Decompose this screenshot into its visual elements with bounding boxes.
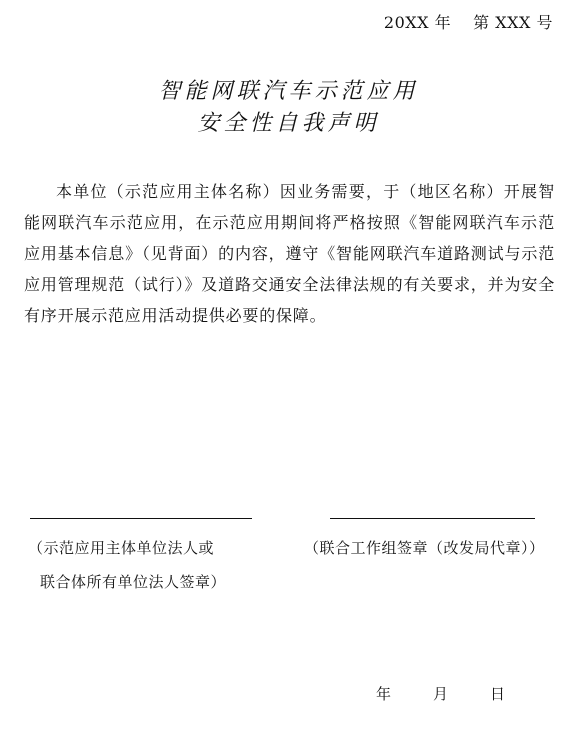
document-year: 20XX 年 (383, 13, 452, 32)
document-title (0, 76, 577, 140)
date-day: 日 (490, 685, 506, 703)
date-month: 月 (433, 685, 449, 703)
date-year: 年 (376, 685, 392, 703)
right-signature-line (330, 518, 535, 519)
declaration-paragraph: 本单位（示范应用主体名称）因业务需要，于（地区名称）开展智能网联汽车示范应用，在示范应用期间将严格按照《智能网联汽车示范应用基本信息》（见背面）的内容，遵守《智能网联汽车道路测试与示范应用管理规范（试行）》及道路交通安全法律法规的有关要求，并为安全有序开展示范应用活动提供必要的保障。 (24, 182, 555, 325)
document-serial: 第 XXX 号 (473, 13, 553, 32)
right-signature-label: （联合工作组签章（改发局代章）） (304, 539, 545, 557)
signature-date (376, 683, 505, 704)
left-signature-label-2: 联合体所有单位法人签章） (40, 573, 227, 591)
document-number (384, 10, 553, 33)
left-signature-line (30, 518, 252, 519)
left-signature-label-1: （示范应用主体单位法人或 (28, 539, 215, 557)
title-line-1: 智能网联汽车示范应用 (158, 79, 419, 104)
title-line-2: 安全性自我声明 (197, 111, 380, 136)
